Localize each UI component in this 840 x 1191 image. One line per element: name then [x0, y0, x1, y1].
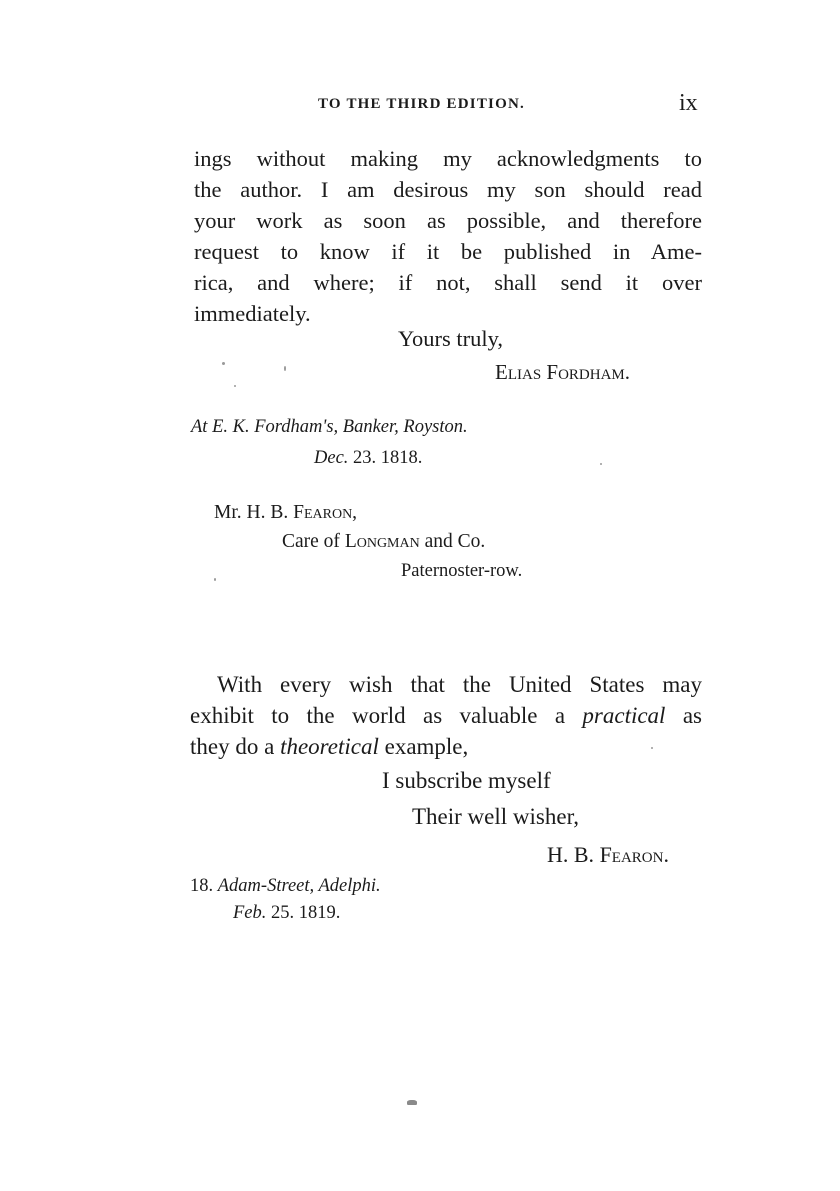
scan-speck [234, 385, 236, 387]
page-number: ix [679, 90, 698, 116]
scan-speck [600, 463, 602, 465]
dedication-subscribe: I subscribe myself [382, 768, 551, 793]
dedication-well-wisher: Their well wisher, [412, 804, 580, 829]
letter-line: the author. I am desirous my son should read [194, 177, 702, 202]
recipient-name: Mr. H. B. Fearon, [214, 502, 358, 523]
footer-address-date: Feb. 25. 1819. [233, 903, 341, 923]
letter-origin-date: Dec. 23. 1818. [314, 448, 423, 468]
scan-speck [222, 362, 225, 365]
letter-signature: Elias Fordham. [495, 360, 631, 384]
dedication-line: exhibit to the world as valuable a practical as [190, 703, 702, 728]
dedication-signature: H. B. Fearon. [547, 842, 669, 867]
footer-address-street: 18. Adam-Street, Adelphi. [190, 876, 381, 896]
running-title: TO THE THIRD EDITION. [318, 96, 525, 112]
letter-line: your work as soon as possible, and therefore [194, 208, 702, 233]
dedication-line: they do a theoretical example, [190, 734, 469, 759]
scan-speck [651, 747, 653, 749]
recipient-street: Paternoster-row. [401, 561, 523, 581]
letter-origin-place: At E. K. Fordham's, Banker, Royston. [191, 417, 468, 437]
scan-speck [284, 366, 286, 371]
letter-line: rica, and where; if not, shall send it over [194, 270, 702, 295]
letter-line: immediately. [194, 301, 311, 326]
recipient-care-of: Care of Longman and Co. [282, 531, 486, 552]
scan-smudge [407, 1100, 417, 1105]
letter-line: request to know if it be published in Ame- [194, 239, 702, 264]
letter-line: ings without making my acknowledgments to [194, 146, 702, 171]
letter-closing: Yours truly, [398, 326, 504, 351]
scan-speck [214, 578, 216, 581]
dedication-line: With every wish that the United States may [217, 672, 702, 697]
